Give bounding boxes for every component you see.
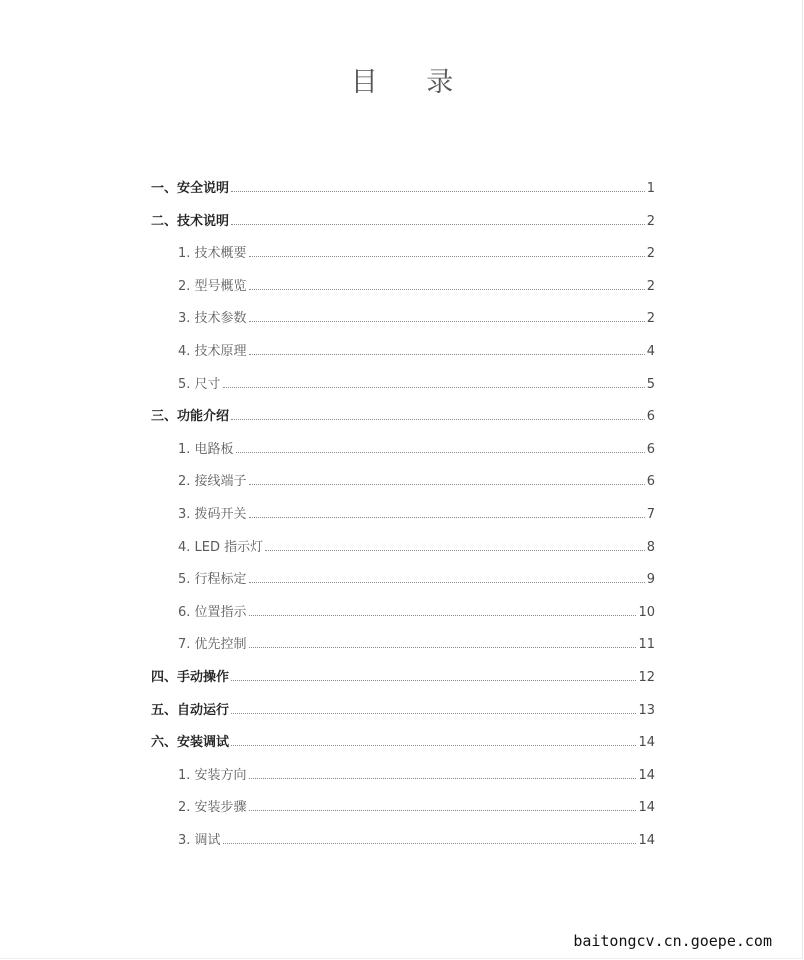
toc-entry-line bbox=[178, 767, 655, 785]
toc-page-number: 4 bbox=[646, 343, 655, 359]
toc-entry-label: 5. 行程标定 bbox=[178, 572, 247, 588]
toc-entry-label: 二、技术说明 bbox=[151, 213, 230, 229]
toc-entry-line bbox=[151, 408, 655, 426]
watermark-text: baitongcv.cn.goepe.com bbox=[573, 932, 772, 950]
toc-page-number: 11 bbox=[638, 637, 655, 653]
toc-subsection-entry bbox=[0, 598, 804, 631]
toc-page-number: 14 bbox=[638, 767, 655, 783]
toc-subsection-entry bbox=[0, 630, 804, 663]
dot-leader bbox=[249, 354, 645, 355]
toc-subsection-entry bbox=[0, 272, 804, 305]
dot-leader bbox=[249, 615, 637, 616]
dot-leader bbox=[236, 452, 645, 453]
toc-page-number: 14 bbox=[638, 832, 655, 848]
toc-entry-line bbox=[151, 180, 655, 198]
toc-entry-label: 3. 技术参数 bbox=[178, 311, 247, 327]
toc-entry-line bbox=[178, 604, 655, 622]
toc-page-number: 6 bbox=[646, 474, 655, 490]
toc-subsection-entry bbox=[0, 826, 804, 859]
toc-subsection-entry bbox=[0, 435, 804, 468]
toc-entry-label: 4. LED 指示灯 bbox=[178, 539, 264, 555]
toc-page-number: 6 bbox=[646, 409, 655, 425]
toc-entry-line bbox=[178, 832, 655, 850]
toc-page-number: 14 bbox=[638, 735, 655, 751]
dot-leader bbox=[231, 419, 645, 420]
dot-leader bbox=[249, 778, 637, 779]
dot-leader bbox=[231, 713, 636, 714]
toc-entry-line bbox=[178, 571, 655, 589]
toc-entry-line bbox=[151, 702, 655, 720]
toc-entry-line bbox=[178, 310, 655, 328]
toc-section-entry bbox=[0, 728, 804, 761]
toc-subsection-entry bbox=[0, 565, 804, 598]
toc-page-number: 1 bbox=[646, 181, 655, 196]
toc-subsection-entry bbox=[0, 793, 804, 826]
toc-entry-line bbox=[178, 799, 655, 817]
toc-entry-label: 1. 电路板 bbox=[178, 441, 234, 457]
page-title: 目 录 bbox=[350, 67, 474, 98]
toc-page-number: 2 bbox=[646, 278, 655, 294]
toc-page-number: 12 bbox=[638, 669, 655, 685]
toc-entry-line bbox=[151, 734, 655, 752]
toc-entry-label: 六、安装调试 bbox=[151, 735, 230, 751]
toc-page-number: 7 bbox=[646, 506, 655, 522]
toc-subsection-entry bbox=[0, 239, 804, 272]
toc-entry-label: 7. 优先控制 bbox=[178, 637, 247, 653]
dot-leader bbox=[223, 843, 637, 844]
toc-entry-line bbox=[178, 343, 655, 361]
dot-leader bbox=[231, 191, 645, 192]
toc-entry-label: 四、手动操作 bbox=[151, 669, 230, 685]
dot-leader bbox=[249, 517, 645, 518]
toc-subsection-entry bbox=[0, 761, 804, 794]
toc-entry-line bbox=[151, 213, 655, 231]
toc-section-entry bbox=[0, 696, 804, 729]
dot-leader bbox=[231, 680, 636, 681]
toc-section-entry bbox=[0, 174, 804, 207]
toc-page-number: 8 bbox=[646, 539, 655, 555]
toc-page-number: 5 bbox=[646, 376, 655, 392]
toc-entry-line bbox=[178, 245, 655, 263]
dot-leader bbox=[249, 810, 637, 811]
toc-entry-label: 6. 位置指示 bbox=[178, 604, 247, 620]
toc-entry-label: 三、功能介绍 bbox=[151, 409, 230, 425]
toc-page-number: 13 bbox=[638, 702, 655, 718]
toc-subsection-entry bbox=[0, 337, 804, 370]
toc-section-entry bbox=[0, 663, 804, 696]
toc-entry-line bbox=[178, 441, 655, 459]
dot-leader bbox=[249, 289, 645, 290]
dot-leader bbox=[249, 256, 645, 257]
toc-entry-label: 五、自动运行 bbox=[151, 702, 230, 718]
toc-entry-label: 2. 安装步骤 bbox=[178, 800, 247, 816]
toc-entry-label: 5. 尺寸 bbox=[178, 376, 221, 392]
toc-page-number: 6 bbox=[646, 441, 655, 457]
toc-entry-label: 3. 调试 bbox=[178, 832, 221, 848]
toc-page-number: 10 bbox=[638, 604, 655, 620]
toc-entry-label: 2. 接线端子 bbox=[178, 474, 247, 490]
toc-entry-line bbox=[178, 636, 655, 654]
toc-subsection-entry bbox=[0, 370, 804, 403]
toc-entry-label: 2. 型号概览 bbox=[178, 278, 247, 294]
toc-entry-line bbox=[178, 539, 655, 557]
dot-leader bbox=[249, 484, 645, 485]
table-of-contents bbox=[0, 174, 804, 858]
toc-entry-label: 3. 拨码开关 bbox=[178, 506, 247, 522]
toc-entry-line bbox=[178, 376, 655, 394]
toc-subsection-entry bbox=[0, 500, 804, 533]
toc-subsection-entry bbox=[0, 304, 804, 337]
toc-section-entry bbox=[0, 402, 804, 435]
toc-entry-line bbox=[151, 669, 655, 687]
dot-leader bbox=[231, 745, 636, 746]
dot-leader bbox=[231, 224, 645, 225]
toc-section-entry bbox=[0, 207, 804, 240]
toc-page-number: 14 bbox=[638, 800, 655, 816]
toc-subsection-entry bbox=[0, 533, 804, 566]
toc-page-number: 9 bbox=[646, 572, 655, 588]
toc-page-number: 2 bbox=[646, 311, 655, 327]
toc-page-number: 2 bbox=[646, 213, 655, 229]
toc-entry-label: 一、安全说明 bbox=[151, 181, 230, 196]
toc-entry-line bbox=[178, 473, 655, 491]
toc-entry-line bbox=[178, 278, 655, 296]
dot-leader bbox=[223, 387, 645, 388]
dot-leader bbox=[249, 321, 645, 322]
dot-leader bbox=[265, 550, 645, 551]
toc-entry-label: 1. 技术概要 bbox=[178, 246, 247, 262]
toc-entry-line bbox=[178, 506, 655, 524]
dot-leader bbox=[249, 647, 637, 648]
toc-page-number: 2 bbox=[646, 246, 655, 262]
toc-entry-label: 1. 安装方向 bbox=[178, 767, 247, 783]
dot-leader bbox=[249, 582, 645, 583]
toc-entry-label: 4. 技术原理 bbox=[178, 343, 247, 359]
toc-subsection-entry bbox=[0, 467, 804, 500]
